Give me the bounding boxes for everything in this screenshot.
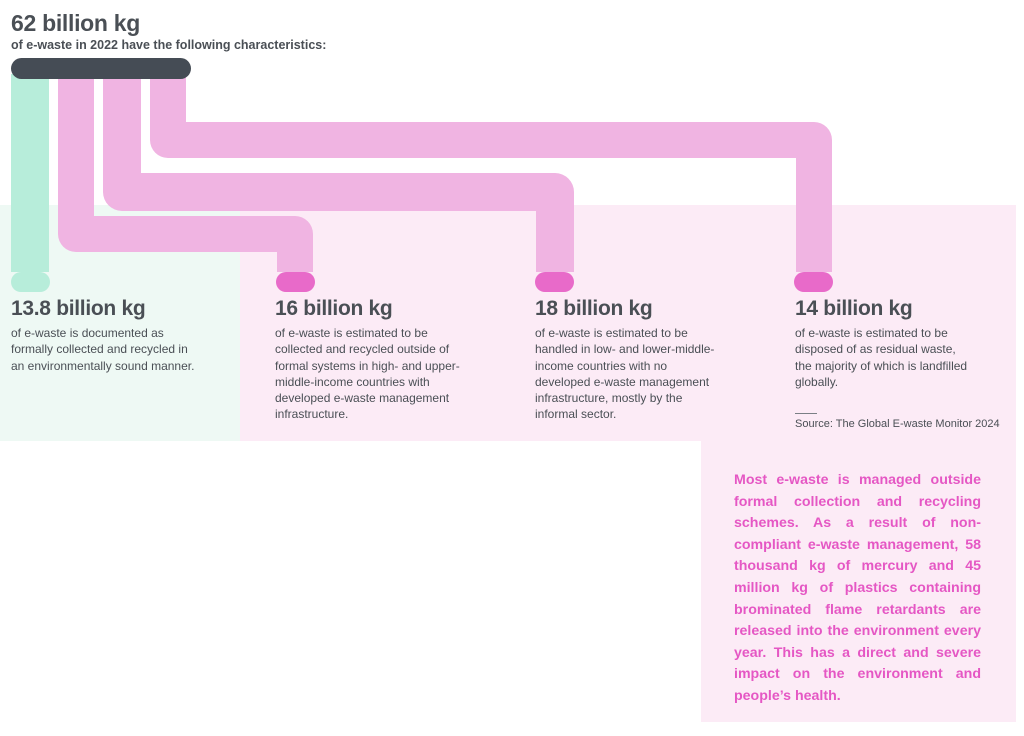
endcap-1 [11,272,50,292]
flow-description: of e-waste is estimated to be handled in low- and lower-middle-income countries with no developed e-waste management infrastructure, mostly by the informal sector. [535,326,715,422]
flow-value: 13.8 billion kg [11,297,146,320]
total-bar [11,58,191,79]
total-subtitle: of e-waste in 2022 have the following characteristics: [11,38,327,52]
flow-description: of e-waste is estimated to be collected and recycled outside of formal systems in high- and upper-middle-income countries with developed e-waste management infrastructure. [275,326,460,422]
flow-stat-residual [795,297,1024,390]
flow-value: 18 billion kg [535,297,653,320]
flow-value: 16 billion kg [275,297,393,320]
flow-stat-high-income [275,297,510,423]
endcap-3 [535,272,574,292]
flow-stat-low-income [535,297,770,423]
source-divider [795,413,817,414]
flow-value: 14 billion kg [795,297,913,320]
note-text: Most e-waste is managed outside formal collection and recycling schemes. As a result of non-compliant e-waste management, 58 thousand kg of mercury and 45 million kg of plastics containing brominated flame retardants are released into the environment every year. This has a direct and severe impact on the environment and people’s health. [734,472,981,704]
total-value: 62 billion kg [11,10,141,36]
endcap-2 [276,272,315,292]
flow-description: of e-waste is estimated to be disposed of as residual waste, the majority of which is landfilled globally. [795,326,968,389]
endcap-4 [794,272,833,292]
flow-stat-documented [11,297,246,374]
flow-description: of e-waste is documented as formally collected and recycled in an environmentally sound manner. [11,326,195,373]
source-citation: Source: The Global E-waste Monitor 2024 [795,418,1000,430]
